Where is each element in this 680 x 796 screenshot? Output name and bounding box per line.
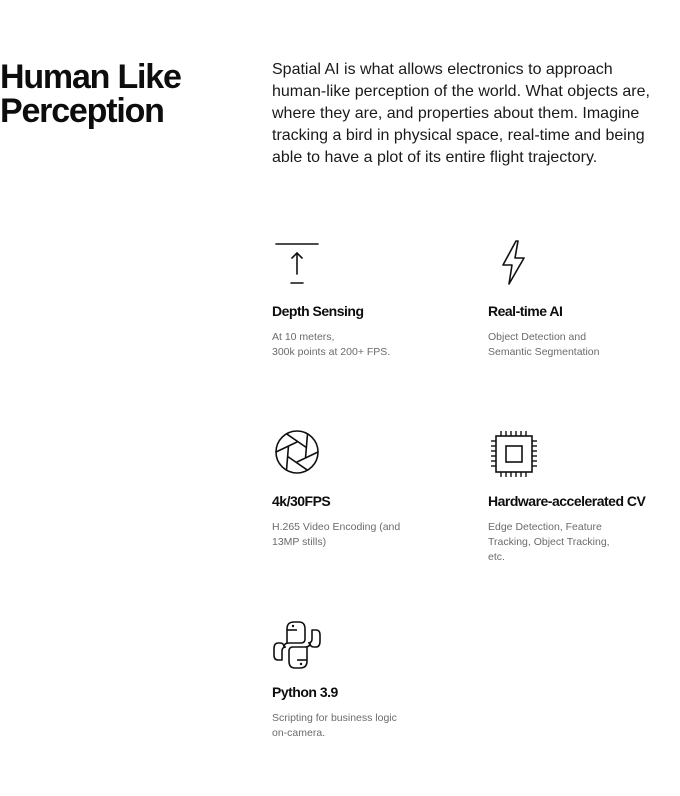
feature-description (272, 711, 457, 741)
headline-line-2: Perception (0, 92, 164, 130)
feature-title: Real-time AI (488, 303, 563, 319)
feature-description (488, 520, 673, 565)
feature-description-line: Object Detection and (488, 331, 587, 343)
feature-description-line: etc. (488, 551, 505, 563)
feature-description-line: Semantic Segmentation (488, 346, 600, 358)
feature-description-line: 13MP stills) (272, 536, 327, 548)
feature-title: Python 3.9 (272, 684, 338, 700)
feature-description-line: 300k points at 200+ FPS. (272, 346, 391, 358)
feature-description-line: H.265 Video Encoding (and (272, 521, 401, 533)
intro-paragraph: Spatial AI is what allows electronics to approach human-like perception of the world. What objects are, where they are, and properties about them. Imagine tracking a bird in physical space, real-time and being able to have a plot of its entire flight trajectory. (272, 61, 650, 166)
feature-description (272, 330, 457, 360)
feature-description-line: Tracking, Object Tracking, (488, 536, 610, 548)
feature-description-line: on-camera. (272, 727, 326, 739)
processor-chip-icon (488, 430, 540, 478)
feature-title: 4k/30FPS (272, 493, 331, 509)
camera-aperture-icon (272, 430, 324, 478)
feature-description-line: At 10 meters, (272, 331, 335, 343)
lightning-bolt-icon (488, 240, 540, 288)
feature-description-line: Scripting for business logic (272, 712, 397, 724)
feature-description (488, 330, 673, 360)
feature-title: Depth Sensing (272, 303, 364, 319)
depth-arrow-icon (272, 240, 324, 288)
python-logo-icon (272, 621, 324, 669)
headline-line-1: Human Like (0, 58, 181, 96)
feature-description (272, 520, 457, 550)
section-headline (0, 60, 240, 128)
feature-title: Hardware-accelerated CV (488, 493, 646, 509)
feature-description-line: Edge Detection, Feature (488, 521, 602, 533)
